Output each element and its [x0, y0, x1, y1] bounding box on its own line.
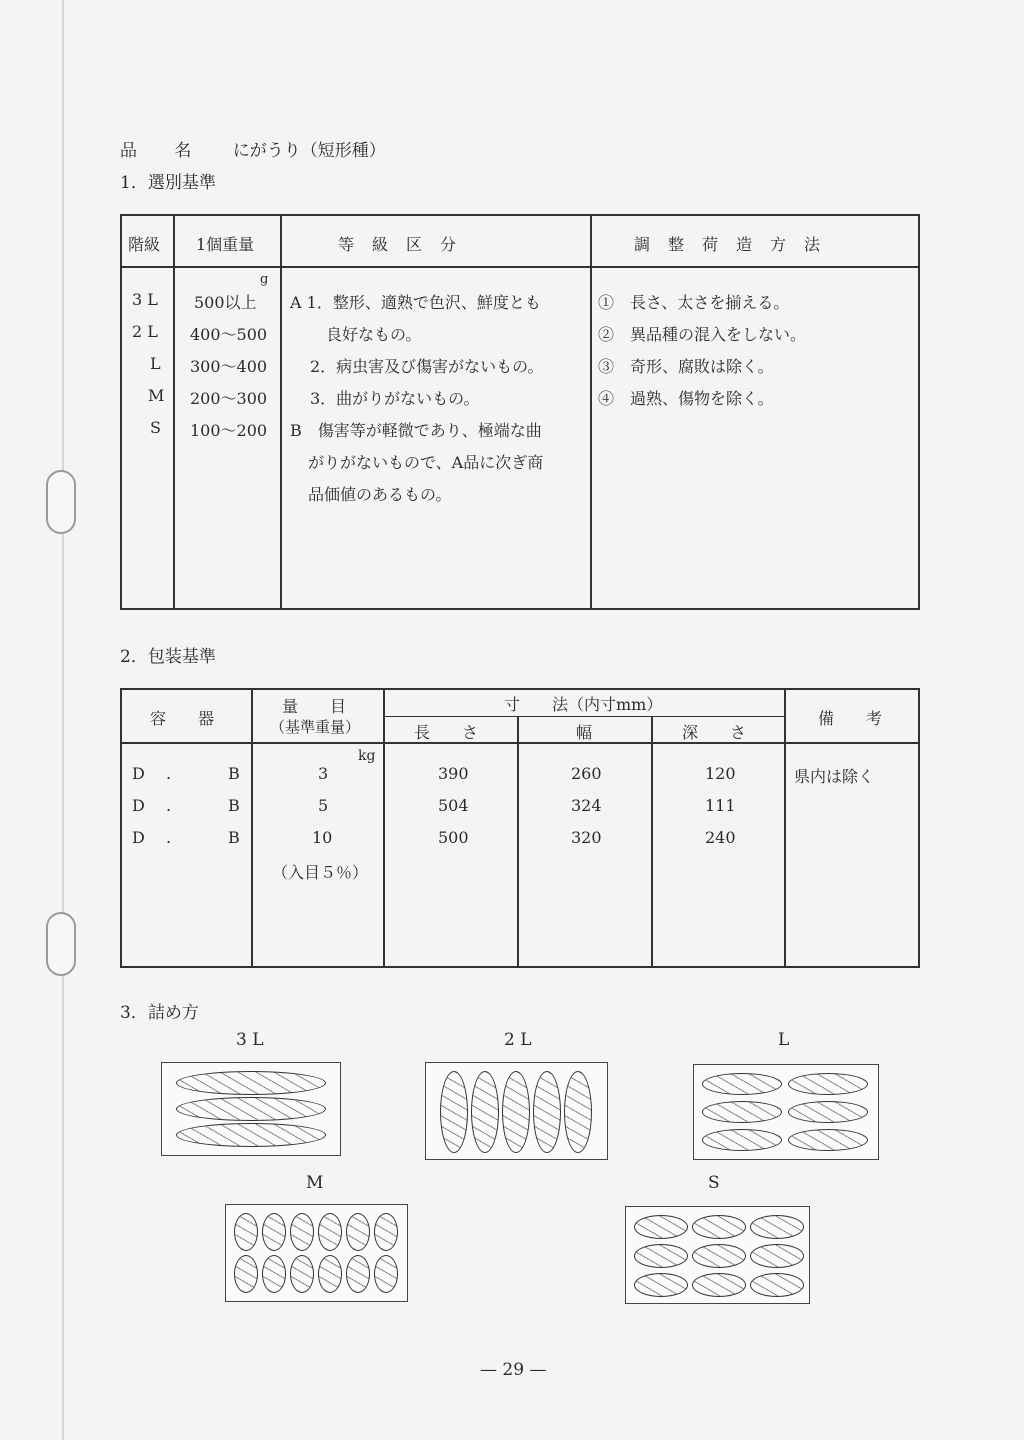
method-4: ④ 過熟、傷物を除く。: [598, 389, 774, 408]
row1-length: 390: [438, 764, 469, 783]
bitter-melon-icon: [318, 1255, 342, 1293]
bitter-melon-icon: [290, 1255, 314, 1293]
bitter-melon-icon: [750, 1244, 804, 1268]
grade-m: M: [148, 386, 165, 405]
bitter-melon-icon: [702, 1129, 782, 1151]
bitter-melon-icon: [262, 1255, 286, 1293]
bitter-melon-icon: [176, 1071, 326, 1095]
bitter-melon-icon: [374, 1255, 398, 1293]
bitter-melon-icon: [634, 1244, 688, 1268]
header-dimension: 寸 法（内寸mm）: [504, 695, 663, 714]
bitter-melon-icon: [346, 1255, 370, 1293]
header-depth: 深 さ: [682, 723, 747, 742]
row2-container-dot: .: [166, 796, 172, 815]
bitter-melon-icon: [176, 1097, 326, 1121]
header-length: 長 さ: [414, 723, 479, 742]
bitter-melon-icon: [634, 1273, 688, 1297]
bitter-melon-icon: [262, 1213, 286, 1251]
row2-length: 504: [438, 796, 469, 815]
weight-s: 100～200: [190, 421, 268, 440]
packaging-table: [120, 688, 920, 968]
method-2: ② 異品種の混入をしない。: [598, 325, 807, 344]
row2-depth: 111: [705, 796, 736, 815]
row1-container-b: B: [228, 764, 240, 783]
weight-2l: 400～500: [190, 325, 268, 344]
quantity-note: （入目５％）: [272, 863, 369, 882]
weight-l: 300～400: [190, 357, 268, 376]
row1-remarks: 県内は除く: [794, 767, 875, 786]
packing-diagram-s: [625, 1206, 810, 1304]
product-name: にがうり（短形種）: [232, 141, 386, 161]
bitter-melon-icon: [440, 1071, 468, 1153]
bitter-melon-icon: [234, 1255, 258, 1293]
label-m: M: [306, 1173, 324, 1193]
label-3l: 3 L: [236, 1030, 264, 1050]
bitter-melon-icon: [702, 1073, 782, 1095]
section3-title: 3．詰め方: [120, 1003, 199, 1023]
weight-3l: 500以上: [194, 293, 257, 312]
header-remarks: 備 考: [818, 709, 883, 728]
bitter-melon-icon: [234, 1213, 258, 1251]
packing-diagram-2l: [425, 1062, 608, 1160]
bitter-melon-icon: [374, 1213, 398, 1251]
page-number: — 29 —: [480, 1360, 547, 1380]
bitter-melon-icon: [318, 1213, 342, 1251]
bitter-melon-icon: [502, 1071, 530, 1153]
header-container: 容 器: [150, 709, 215, 728]
header-method: 調 整 荷 造 方 法: [634, 235, 822, 254]
label-2l: 2 L: [504, 1030, 532, 1050]
method-3: ③ 奇形、腐敗は除く。: [598, 357, 774, 376]
class-b-line2: がりがないもので、A品に次ぎ商: [308, 453, 544, 472]
product-label-1: 品: [120, 141, 137, 161]
row2-width: 324: [571, 796, 602, 815]
row3-container-b: B: [228, 828, 240, 847]
row3-length: 500: [438, 828, 469, 847]
bitter-melon-icon: [692, 1215, 746, 1239]
bitter-melon-icon: [290, 1213, 314, 1251]
bitter-melon-icon: [634, 1215, 688, 1239]
packing-diagram-l: [693, 1064, 879, 1160]
header-classification: 等 級 区 分: [338, 235, 458, 254]
row2-container-b: B: [228, 796, 240, 815]
row1-container-dot: .: [166, 764, 172, 783]
class-a1-line2: 良好なもの。: [326, 325, 422, 344]
label-s: S: [708, 1173, 720, 1193]
grade-s: S: [150, 418, 161, 437]
row3-width: 320: [571, 828, 602, 847]
bitter-melon-icon: [471, 1071, 499, 1153]
row1-width: 260: [571, 764, 602, 783]
header-grade: 階級: [128, 235, 161, 254]
bitter-melon-icon: [788, 1101, 868, 1123]
class-a2: 2．病虫害及び傷害がないもの。: [310, 357, 544, 376]
row3-depth: 240: [705, 828, 736, 847]
method-1: ① 長さ、太さを揃える。: [598, 293, 790, 312]
class-b-line1: B 傷害等が軽微であり、極端な曲: [290, 421, 542, 440]
row1-depth: 120: [705, 764, 736, 783]
weight-unit: g: [260, 272, 269, 287]
bitter-melon-icon: [692, 1244, 746, 1268]
bitter-melon-icon: [346, 1213, 370, 1251]
class-a3: 3．曲がりがないもの。: [310, 389, 480, 408]
quantity-unit: kg: [358, 748, 376, 764]
bitter-melon-icon: [564, 1071, 592, 1153]
section2-title: 2．包装基準: [120, 647, 216, 667]
bitter-melon-icon: [750, 1215, 804, 1239]
label-l: L: [778, 1030, 790, 1050]
bitter-melon-icon: [533, 1071, 561, 1153]
product-label: [120, 136, 386, 161]
grade-3l: 3 L: [132, 290, 158, 309]
section1-title: 1．選別基準: [120, 173, 216, 193]
packing-diagram-3l: [161, 1062, 341, 1156]
row3-container-dot: .: [166, 828, 172, 847]
grade-2l: 2 L: [132, 322, 158, 341]
grade-l: L: [150, 354, 161, 373]
bitter-melon-icon: [788, 1129, 868, 1151]
packing-diagram-m: [225, 1204, 408, 1302]
row1-quantity: 3: [318, 764, 329, 783]
bitter-melon-icon: [692, 1273, 746, 1297]
bitter-melon-icon: [702, 1101, 782, 1123]
weight-m: 200～300: [190, 389, 268, 408]
class-a1-line1: A 1．整形、適熟で色沢、鮮度とも: [290, 293, 541, 312]
row2-quantity: 5: [318, 796, 329, 815]
header-quantity: 量 目: [282, 697, 347, 716]
header-width: 幅: [576, 723, 593, 742]
punch-hole-top: [46, 470, 76, 534]
bitter-melon-icon: [176, 1123, 326, 1147]
header-quantity-sub: （基準重量）: [270, 718, 361, 736]
row2-container-a: D: [132, 796, 145, 815]
row3-container-a: D: [132, 828, 145, 847]
binder-margin-line: [62, 0, 64, 1440]
bitter-melon-icon: [750, 1273, 804, 1297]
class-b-line3: 品価値のあるもの。: [308, 485, 452, 504]
row3-quantity: 10: [312, 828, 333, 847]
bitter-melon-icon: [788, 1073, 868, 1095]
header-weight: 1個重量: [196, 235, 255, 254]
selection-table: [120, 214, 920, 610]
row1-container-a: D: [132, 764, 145, 783]
punch-hole-bottom: [46, 912, 76, 976]
product-label-2: 名: [174, 141, 192, 161]
